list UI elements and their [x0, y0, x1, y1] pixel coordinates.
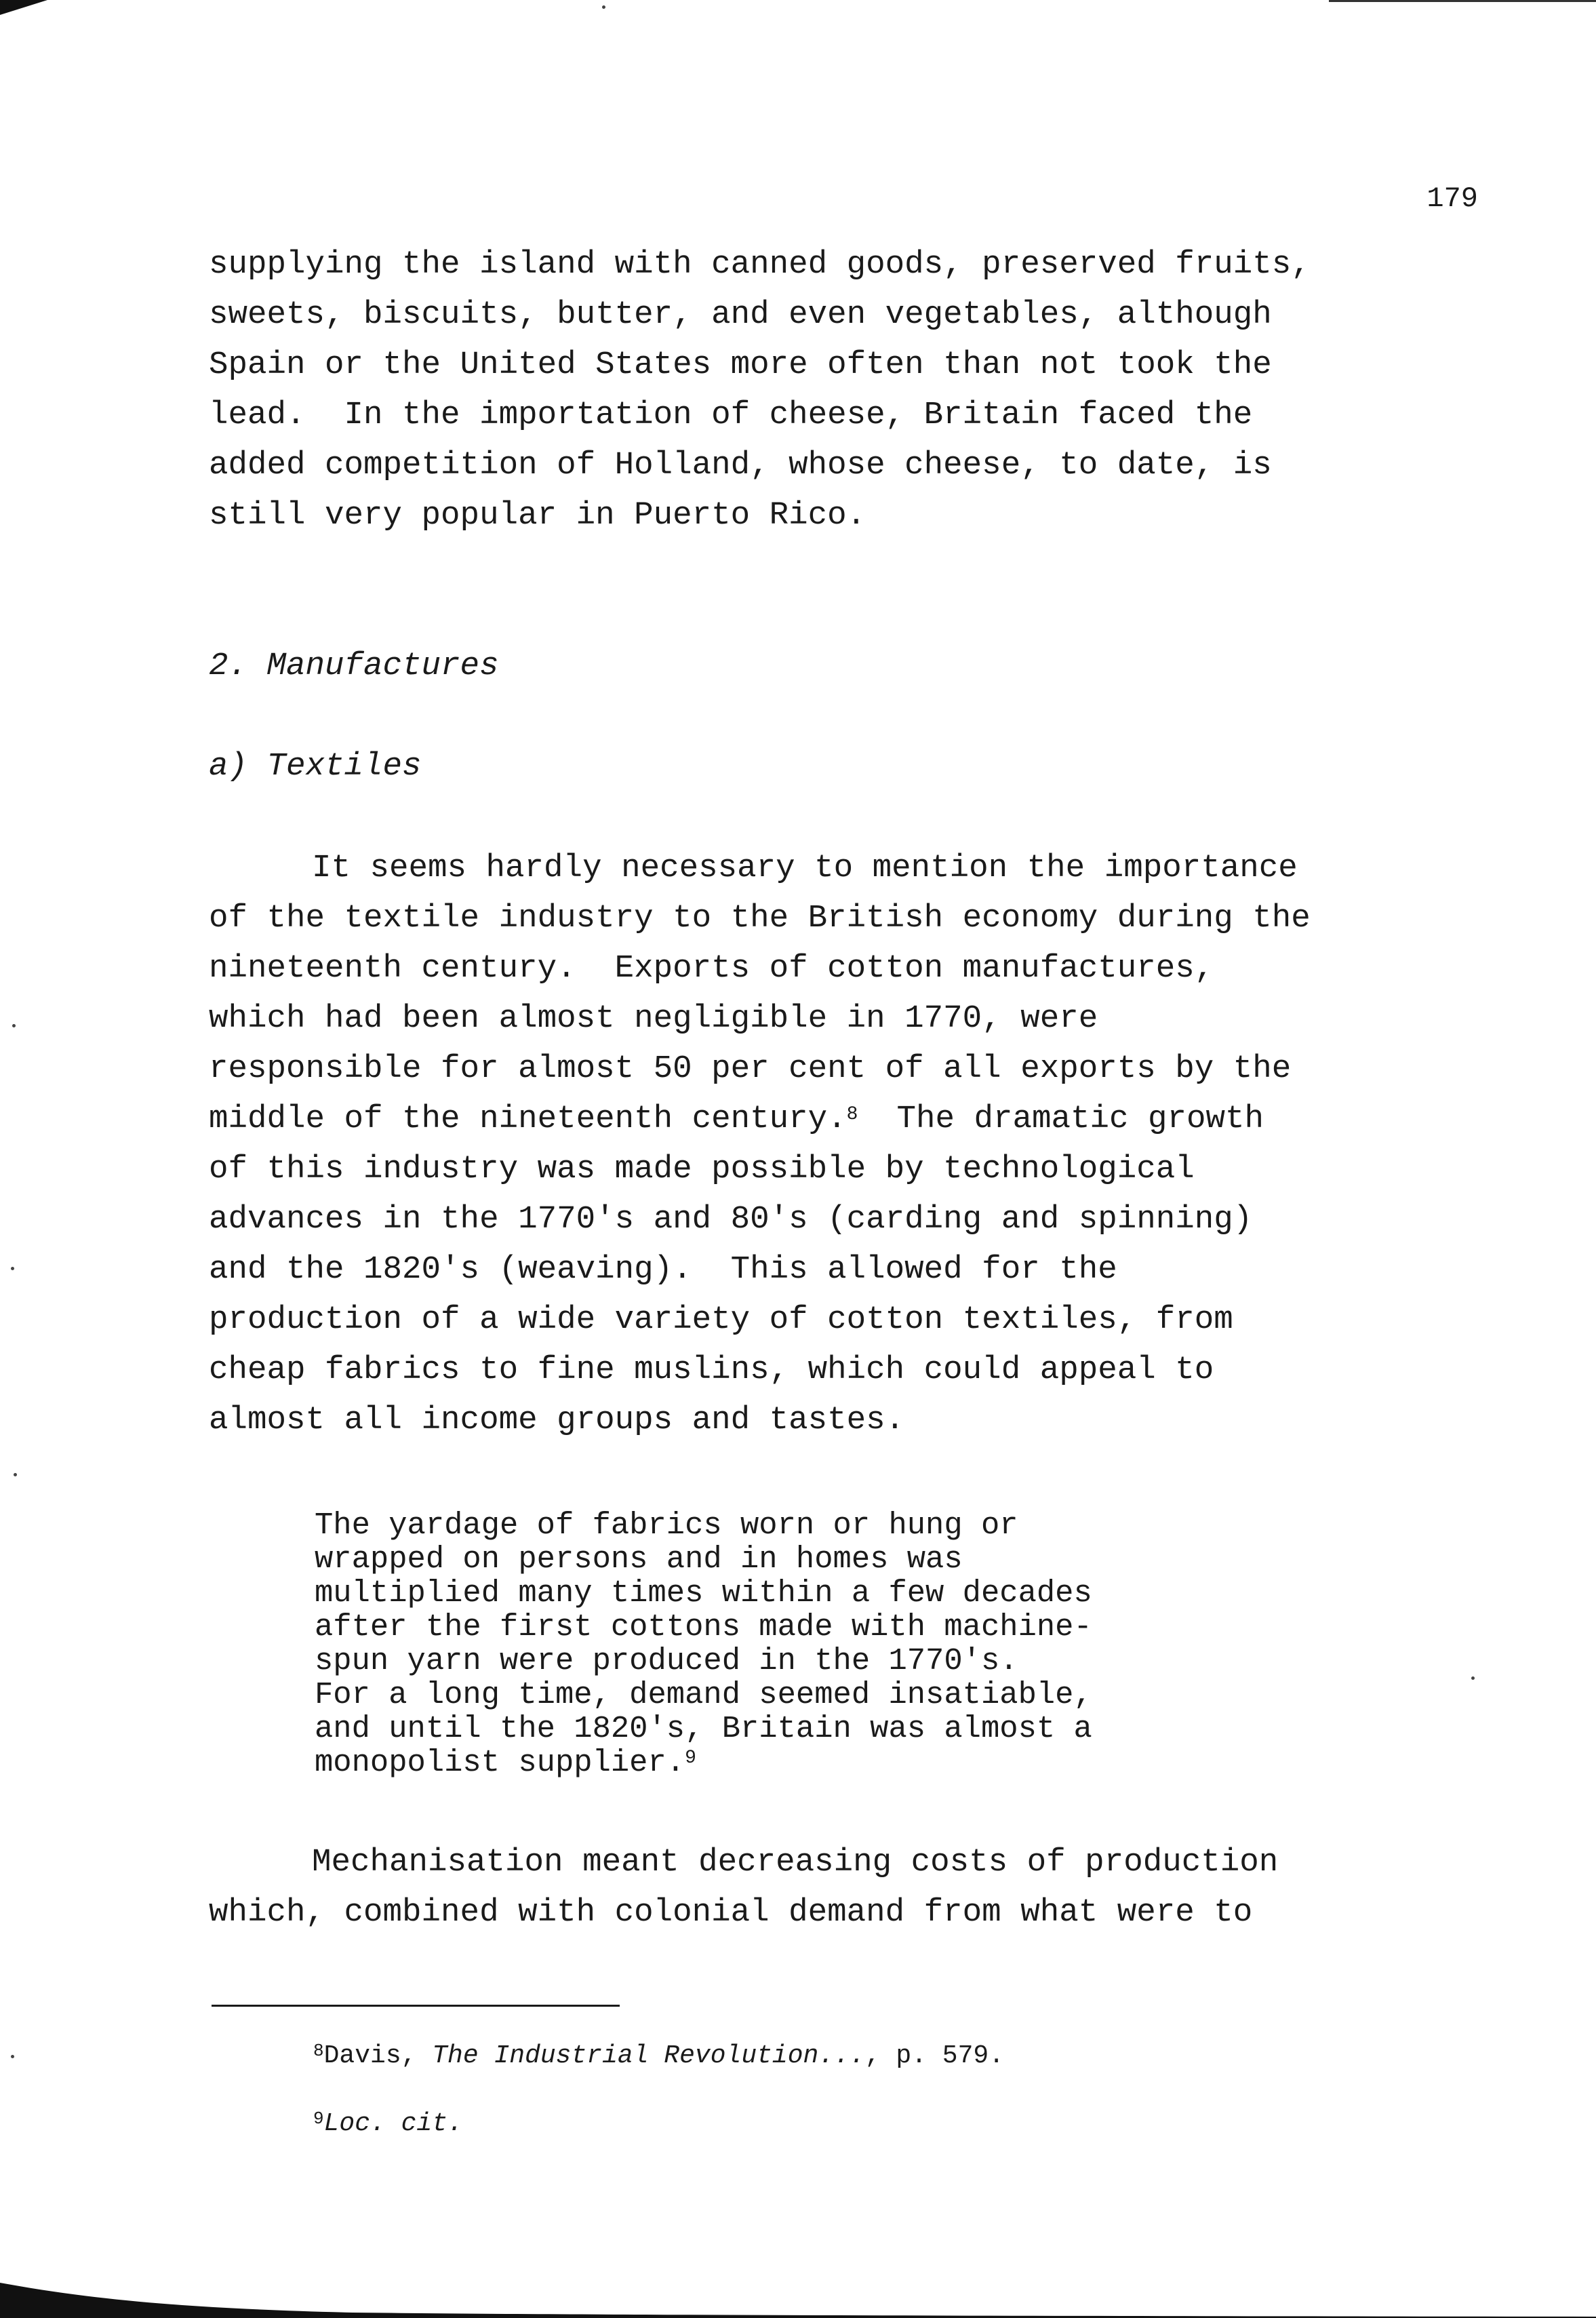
text-segment: monopolist supplier.: [315, 1745, 685, 1780]
footnote-marker: 8: [313, 2041, 324, 2061]
footnote-author: Davis,: [323, 2041, 433, 2070]
footnote-marker: 9: [313, 2108, 324, 2129]
footnote-divider: [212, 2005, 620, 2007]
scan-speck: [11, 1267, 14, 1270]
text-segment: middle of the nineteenth century.: [209, 1101, 847, 1137]
scan-speck: [1471, 1676, 1475, 1680]
scan-speck: [11, 2055, 14, 2058]
quote-line: and until the 1820's, Britain was almost a: [315, 1711, 1092, 1746]
text-line: nineteenth century. Exports of cotton manufactures,: [209, 950, 1214, 987]
quote-line: after the first cottons made with machine-: [315, 1609, 1092, 1645]
scan-edge-line: [1329, 0, 1596, 2]
footnote-title: Loc. cit.: [323, 2109, 463, 2138]
text-line: and the 1820's (weaving). This allowed for the: [209, 1251, 1117, 1288]
text-line: still very popular in Puerto Rico.: [209, 497, 866, 534]
text-line: lead. In the importation of cheese, Britain faced the: [209, 397, 1253, 433]
scan-speck: [602, 5, 605, 9]
quote-line: [315, 1746, 696, 1780]
scan-speck: [12, 1024, 16, 1027]
text-line: almost all income groups and tastes.: [209, 1402, 905, 1438]
footnote-8: [313, 2037, 1004, 2075]
footnote-9: [313, 2105, 463, 2143]
scan-corner-mark: [0, 0, 47, 15]
footnote-page: , p. 579.: [864, 2041, 1004, 2070]
text-line: sweets, biscuits, butter, and even vegetables, although: [209, 296, 1272, 333]
text-segment: The dramatic growth: [858, 1101, 1264, 1137]
quote-line: multiplied many times within a few decades: [315, 1575, 1092, 1611]
text-line: Mechanisation meant decreasing costs of production: [312, 1844, 1279, 1881]
text-line: of the textile industry to the British economy during the: [209, 900, 1311, 937]
quote-line: wrapped on persons and in homes was: [315, 1541, 963, 1577]
text-line: of this industry was made possible by technological: [209, 1151, 1195, 1187]
subsection-heading: a) Textiles: [209, 748, 422, 785]
scan-bottom-edge: [0, 2279, 1596, 2318]
text-line: advances in the 1770's and 80's (carding and spinning): [209, 1201, 1253, 1238]
text-line: added competition of Holland, whose cheese, to date, is: [209, 447, 1272, 484]
section-heading: 2. Manufactures: [209, 648, 499, 684]
text-line: which had been almost negligible in 1770, were: [209, 1000, 1098, 1037]
footnote-ref-9: 9: [685, 1748, 696, 1769]
quote-line: The yardage of fabrics worn or hung or: [315, 1508, 1018, 1543]
text-line: It seems hardly necessary to mention the importance: [312, 850, 1298, 886]
text-line: cheap fabrics to fine muslins, which could appeal to: [209, 1352, 1214, 1388]
text-line: which, combined with colonial demand from what were to: [209, 1894, 1253, 1931]
page-number: 179: [1427, 182, 1478, 215]
text-line: supplying the island with canned goods, preserved fruits,: [209, 246, 1311, 283]
footnote-ref-8: 8: [846, 1104, 858, 1125]
scan-speck: [14, 1473, 17, 1476]
text-line: Spain or the United States more often than not took the: [209, 347, 1272, 383]
text-line: production of a wide variety of cotton textiles, from: [209, 1301, 1233, 1338]
footnote-title: The Industrial Revolution...: [432, 2041, 865, 2070]
quote-line: spun yarn were produced in the 1770's.: [315, 1643, 1018, 1678]
quote-line: For a long time, demand seemed insatiable,: [315, 1677, 1092, 1712]
text-line: [209, 1099, 1264, 1139]
text-line: responsible for almost 50 per cent of all exports by the: [209, 1050, 1292, 1087]
